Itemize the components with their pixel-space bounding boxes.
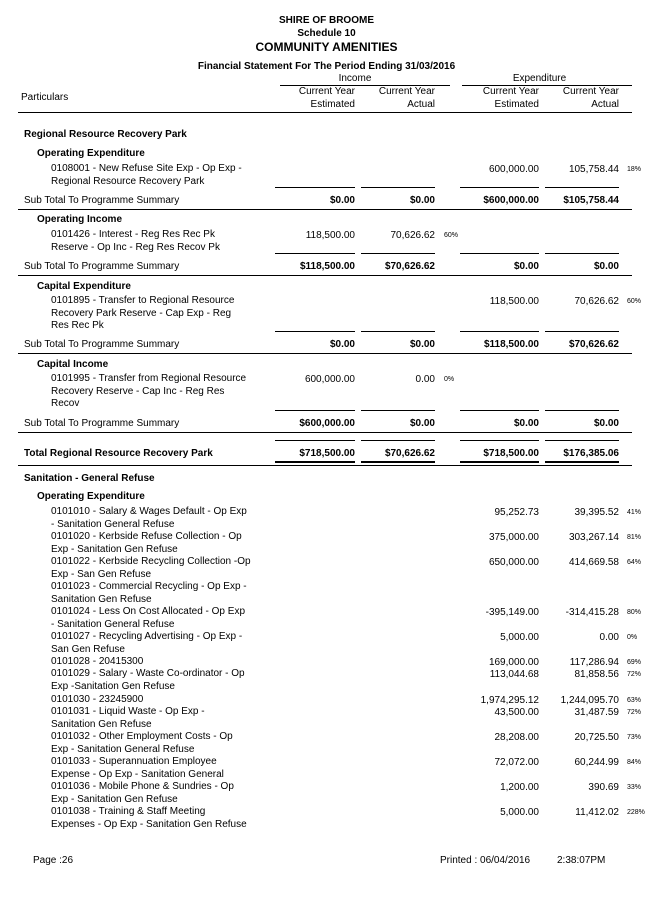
income-actual-total: $0.00	[409, 195, 435, 206]
expenditure-actual-value: 1,244,095.70	[560, 695, 619, 706]
line-item-description	[51, 163, 266, 188]
expenditure-estimated-value: 169,000.00	[488, 657, 539, 668]
expenditure-percent: 18%	[627, 166, 642, 173]
description-line: Regional Resource Recovery Park	[51, 175, 205, 187]
income-estimated-total: $600,000.00	[299, 418, 355, 429]
description-line: Recovery Park Reserve - Cap Exp - Reg	[51, 307, 232, 319]
expenditure-estimated-value: 28,208.00	[494, 732, 539, 743]
expenditure-actual-value: 0.00	[599, 632, 619, 643]
subtotal-rule	[460, 253, 539, 254]
description-line: Exp - Sanitation Gen Refuse	[51, 793, 178, 805]
description-line: Expense - Op Exp - Sanitation General	[51, 768, 224, 780]
subtotal-label: Sub Total To Programme Summary	[24, 339, 180, 350]
page-number: Page :26	[33, 855, 74, 866]
col-header-line: Current Year	[562, 86, 619, 97]
expenditure-estimated-value: 113,044.68	[489, 669, 539, 680]
total-double-rule	[275, 461, 355, 463]
expenditure-actual-value: 303,267.14	[568, 532, 619, 543]
expenditure-percent: 63%	[627, 697, 642, 704]
col-header-line: Estimated	[310, 98, 355, 110]
description-line: San Gen Refuse	[51, 643, 125, 655]
subtotal-rule	[545, 331, 619, 332]
expenditure-actual-value: 11,412.02	[575, 807, 619, 818]
description-line: Exp - San Gen Refuse	[51, 568, 152, 580]
expenditure-actual-total: $0.00	[593, 261, 619, 272]
line-item-description	[51, 229, 266, 254]
col-header-line: Current Year	[298, 86, 355, 97]
subtotal-rule	[275, 253, 355, 254]
expenditure-estimated-value: 600,000.00	[488, 164, 539, 175]
income-actual-total: $70,626.62	[384, 448, 435, 459]
col-header-line: Estimated	[494, 98, 539, 110]
expenditure-percent: 64%	[627, 559, 642, 566]
subtotal-rule	[275, 440, 355, 441]
line-item-description	[51, 806, 266, 831]
income-estimated-value: 118,500.00	[305, 230, 355, 241]
line-item-description	[51, 656, 266, 669]
description-line: - Sanitation General Refuse	[51, 618, 175, 630]
expenditure-percent: 60%	[627, 298, 642, 305]
page-title: COMMUNITY AMENITIES	[255, 40, 398, 54]
description-line: 0101038 - Training & Staff Meeting	[51, 806, 206, 817]
col-header-line: Current Year	[482, 86, 539, 97]
income-percent: 0%	[444, 376, 455, 383]
section-heading: Regional Resource Recovery Park	[24, 129, 187, 140]
expenditure-estimated-value: 650,000.00	[488, 557, 539, 568]
subtotal-rule	[361, 331, 435, 332]
expenditure-estimated-total: $600,000.00	[483, 195, 539, 206]
expenditure-percent: 84%	[627, 759, 642, 766]
period-title: Financial Statement For The Period Ending 31/03/2016	[197, 61, 456, 72]
line-item-description	[51, 781, 266, 806]
expenditure-percent: 33%	[627, 784, 642, 791]
subtotal-rule	[545, 253, 619, 254]
expenditure-estimated-total: $0.00	[513, 418, 539, 429]
expenditure-percent: 80%	[627, 609, 642, 616]
expenditure-estimated-value: 375,000.00	[488, 532, 539, 543]
income-actual-total: $70,626.62	[384, 261, 435, 272]
description-line: 0101020 - Kerbside Refuse Collection - Op	[51, 531, 242, 542]
line-item-description	[51, 694, 266, 707]
expenditure-actual-value: 117,286.94	[569, 657, 619, 668]
income-actual-total: $0.00	[409, 418, 435, 429]
expenditure-estimated-value: 72,072.00	[494, 757, 539, 768]
subtotal-rule	[275, 410, 355, 411]
line-item-description	[51, 295, 266, 333]
income-actual-value: 0.00	[415, 374, 435, 385]
expenditure-actual-value: -314,415.28	[565, 607, 619, 618]
expenditure-percent: 72%	[627, 671, 642, 678]
expenditure-percent: 69%	[627, 659, 642, 666]
expenditure-estimated-total: $118,500.00	[483, 339, 539, 350]
expenditure-actual-total: $70,626.62	[568, 339, 619, 350]
particulars-header: Particulars	[21, 92, 69, 103]
row-separator	[18, 432, 632, 433]
expenditure-actual-total: $0.00	[593, 418, 619, 429]
expenditure-actual-total: $105,758.44	[563, 195, 619, 206]
income-estimated-total: $718,500.00	[299, 448, 355, 459]
description-line: Res Rec Pk	[51, 320, 104, 331]
line-item-description	[51, 581, 266, 606]
subtotal-rule	[545, 187, 619, 188]
description-line: 0101033 - Superannuation Employee	[51, 756, 217, 767]
expenditure-estimated-value: 43,500.00	[494, 707, 539, 718]
subtotal-rule	[460, 440, 539, 441]
description-line: Exp -Sanitation Gen Refuse	[51, 680, 175, 692]
line-item-description	[51, 756, 266, 781]
expenditure-estimated-value: 1,200.00	[500, 782, 539, 793]
expenditure-estimated-value: -395,149.00	[485, 607, 539, 618]
expenditure-percent: 228%	[627, 809, 645, 816]
col-header-line: Actual	[591, 98, 619, 110]
expenditure-percent: 0%	[627, 634, 638, 641]
description-line: 0101030 - 23245900	[51, 694, 144, 705]
printed-time: 2:38:07PM	[557, 855, 606, 866]
row-separator	[18, 465, 632, 466]
expenditure-actual-value: 31,487.59	[574, 707, 619, 718]
col-income-actual-header	[333, 86, 435, 111]
subtotal-label: Sub Total To Programme Summary	[24, 261, 180, 272]
income-estimated-total: $118,500.00	[299, 261, 355, 272]
expenditure-percent: 73%	[627, 734, 642, 741]
line-item-description	[51, 731, 266, 756]
description-line: 0101024 - Less On Cost Allocated - Op Exp	[51, 606, 245, 617]
line-item-description	[51, 706, 266, 731]
expenditure-actual-value: 60,244.99	[574, 757, 619, 768]
expenditure-actual-value: 414,669.58	[568, 557, 619, 568]
description-line: 0101031 - Liquid Waste - Op Exp -	[51, 706, 205, 717]
expenditure-estimated-value: 1,974,295.12	[480, 695, 539, 706]
expenditure-actual-total: $176,385.06	[563, 448, 619, 459]
col-header-line: Current Year	[378, 86, 435, 97]
description-line: 0108001 - New Refuse Site Exp - Op Exp -	[51, 163, 242, 174]
subtotal-rule	[545, 410, 619, 411]
header-rule	[18, 112, 632, 113]
expenditure-actual-value: 20,725.50	[574, 732, 619, 743]
description-line: Exp - Sanitation Gen Refuse	[51, 543, 178, 555]
description-line: 0101995 - Transfer from Regional Resource	[51, 373, 247, 384]
row-separator	[18, 275, 632, 276]
expenditure-actual-value: 39,395.52	[574, 507, 619, 518]
line-item-description	[51, 531, 266, 556]
subtotal-label: Sub Total To Programme Summary	[24, 418, 180, 429]
description-line: Expenses - Op Exp - Sanitation Gen Refuse	[51, 818, 247, 830]
expenditure-percent: 81%	[627, 534, 642, 541]
line-item-description	[51, 556, 266, 581]
schedule-label: Schedule 10	[297, 28, 356, 39]
income-group-header: Income	[338, 73, 372, 84]
group-heading: Operating Expenditure	[37, 148, 145, 159]
subtotal-label: Sub Total To Programme Summary	[24, 195, 180, 206]
expenditure-estimated-value: 5,000.00	[500, 807, 539, 818]
income-actual-value: 70,626.62	[390, 230, 435, 241]
description-line: 0101036 - Mobile Phone & Sundries - Op	[51, 781, 234, 792]
expenditure-estimated-value: 118,500.00	[489, 296, 539, 307]
expenditure-estimated-total: $0.00	[513, 261, 539, 272]
expenditure-estimated-total: $718,500.00	[483, 448, 539, 459]
total-double-rule	[460, 461, 539, 463]
description-line: 0101027 - Recycling Advertising - Op Exp -	[51, 631, 243, 642]
subtotal-rule	[460, 187, 539, 188]
expenditure-percent: 72%	[627, 709, 642, 716]
subtotal-rule	[460, 410, 539, 411]
description-line: Sanitation Gen Refuse	[51, 593, 152, 605]
description-line: 0101028 - 20415300	[51, 656, 144, 667]
col-expenditure-actual-header	[517, 86, 619, 111]
total-double-rule	[361, 461, 435, 463]
description-line: Sanitation Gen Refuse	[51, 718, 152, 730]
income-estimated-value: 600,000.00	[304, 374, 355, 385]
subtotal-rule	[361, 187, 435, 188]
subtotal-rule	[275, 331, 355, 332]
description-line: 0101029 - Salary - Waste Co-ordinator - Op	[51, 668, 245, 679]
expenditure-actual-value: 390.69	[588, 782, 619, 793]
total-label: Total Regional Resource Recovery Park	[24, 448, 213, 459]
description-line: Recovery Reserve - Cap Inc - Reg Res	[51, 385, 225, 397]
income-actual-total: $0.00	[409, 339, 435, 350]
description-line: 0101023 - Commercial Recycling - Op Exp -	[51, 581, 247, 592]
line-item-description	[51, 373, 266, 411]
printed-date: Printed : 06/04/2016	[440, 855, 531, 866]
group-heading: Capital Income	[37, 359, 109, 370]
expenditure-actual-value: 105,758.44	[568, 164, 619, 175]
col-header-line: Actual	[407, 98, 435, 110]
organisation-name: SHIRE OF BROOME	[278, 15, 374, 26]
subtotal-rule	[361, 253, 435, 254]
subtotal-rule	[545, 440, 619, 441]
group-heading: Operating Expenditure	[37, 491, 145, 502]
description-line: Reserve - Op Inc - Reg Res Recov Pk	[51, 241, 220, 253]
subtotal-rule	[460, 331, 539, 332]
row-separator	[18, 209, 632, 210]
section-heading: Sanitation - General Refuse	[24, 473, 155, 484]
expenditure-estimated-value: 5,000.00	[500, 632, 539, 643]
group-heading: Capital Expenditure	[37, 281, 131, 292]
description-line: 0101032 - Other Employment Costs - Op	[51, 731, 233, 742]
description-line: 0101895 - Transfer to Regional Resource	[51, 295, 235, 306]
expenditure-actual-value: 70,626.62	[574, 296, 619, 307]
description-line: 0101010 - Salary & Wages Default - Op Exp	[51, 506, 247, 517]
subtotal-rule	[361, 410, 435, 411]
income-estimated-total: $0.00	[329, 339, 355, 350]
total-double-rule	[545, 461, 619, 463]
line-item-description	[51, 606, 266, 631]
description-line: Exp - Sanitation General Refuse	[51, 743, 195, 755]
description-line: 0101022 - Kerbside Recycling Collection -Op	[51, 556, 251, 567]
description-line: - Sanitation General Refuse	[51, 518, 175, 530]
line-item-description	[51, 506, 266, 531]
description-line: Recov	[51, 398, 80, 409]
income-estimated-total: $0.00	[329, 195, 355, 206]
row-separator	[18, 353, 632, 354]
expenditure-percent: 41%	[627, 509, 642, 516]
line-item-description	[51, 631, 266, 656]
expenditure-estimated-value: 95,252.73	[494, 507, 539, 518]
expenditure-group-header: Expenditure	[512, 73, 567, 84]
income-percent: 60%	[444, 232, 459, 239]
line-item-description	[51, 668, 266, 693]
subtotal-rule	[361, 440, 435, 441]
description-line: 0101426 - Interest - Reg Res Rec Pk	[51, 229, 215, 240]
expenditure-actual-value: 81,858.56	[574, 669, 619, 680]
subtotal-rule	[275, 187, 355, 188]
group-heading: Operating Income	[37, 214, 123, 225]
